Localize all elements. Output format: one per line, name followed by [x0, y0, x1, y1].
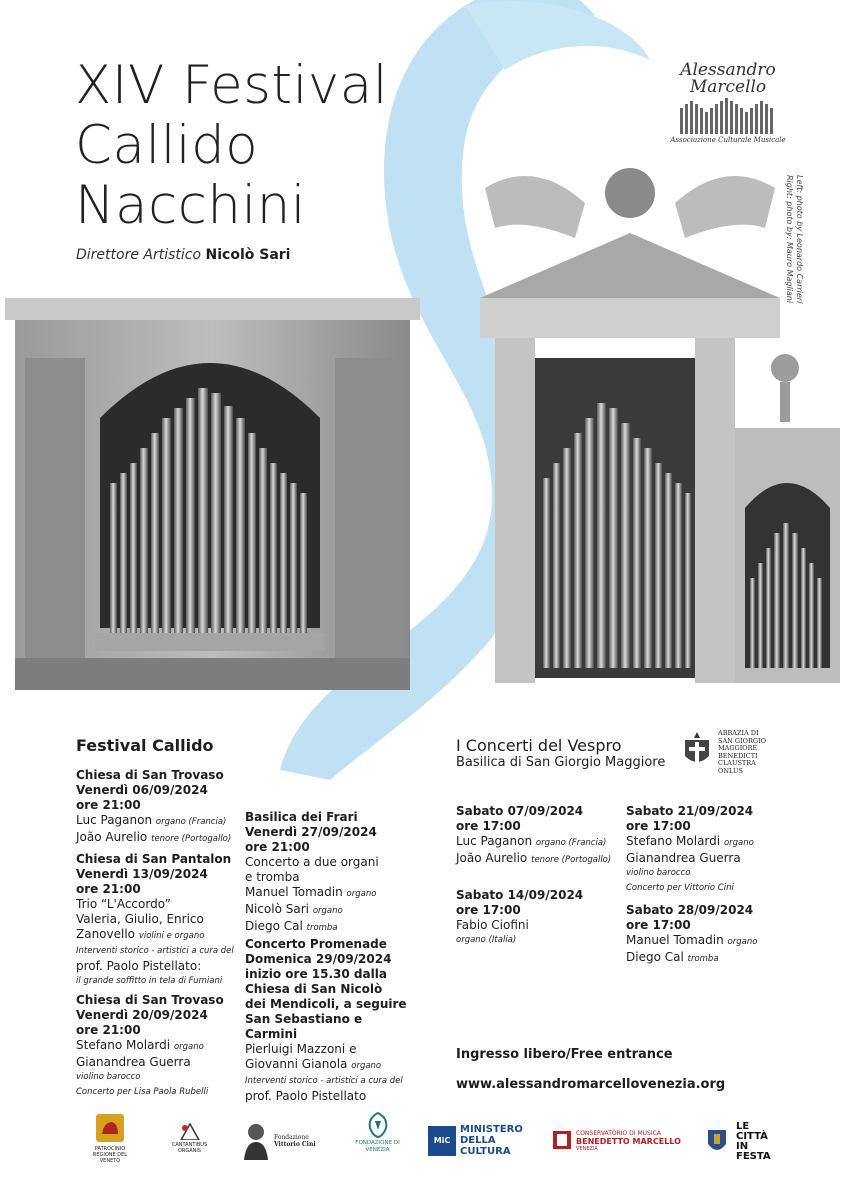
performer-role: organo — [173, 1042, 204, 1052]
title-line-3: Nacchini — [75, 175, 307, 236]
website-link[interactable]: www.alessandromarcellovenezia.org — [456, 1077, 726, 1092]
performer-role: violini e organo — [138, 931, 205, 941]
event-time: ore 17:00 — [456, 819, 521, 833]
sponsor-text: BENEDETTO MARCELLO — [576, 1137, 681, 1146]
mic-badge: MiC — [428, 1126, 456, 1156]
performer-name: Diego Cal — [245, 919, 303, 933]
performer-role: organo — [723, 838, 754, 848]
event-venue: San Sebastiano e Carmini — [245, 1012, 363, 1041]
performer-name: João Aurelio — [456, 851, 528, 865]
citta-in-festa-logo — [706, 1122, 776, 1162]
event-promenade-29 — [245, 937, 410, 1104]
performer-line — [626, 834, 786, 851]
performer-role: tenore (Portogallo) — [151, 834, 232, 844]
performer-name: Luc Paganon — [76, 813, 153, 827]
organ-icon — [179, 1122, 201, 1140]
vespro-21 — [626, 804, 786, 896]
city-crest-icon — [706, 1126, 728, 1156]
event-note: violino barocco — [76, 1072, 141, 1082]
right-organ-photo — [455, 148, 843, 690]
title-line-1: XIV Festival — [75, 55, 388, 116]
event-time: inizio ore 15.30 dalla — [245, 967, 387, 981]
performer-name: João Aurelio — [76, 830, 148, 844]
abbazia-line: BENEDICTI — [718, 751, 758, 760]
performer-role: organo — [346, 889, 377, 899]
portrait-icon — [242, 1120, 270, 1160]
event-date: Sabato 21/09/2024 — [626, 804, 754, 818]
performer-role: tromba — [687, 954, 719, 964]
sponsor-text: LE — [736, 1121, 750, 1132]
performer-name: Giovanni Gianola — [245, 1057, 348, 1071]
director-name: Nicolò Sari — [205, 247, 291, 263]
sponsor-text: VENEZIA — [576, 1146, 598, 1152]
event-venue: Chiesa di San Trovaso — [76, 768, 224, 782]
artistic-director — [76, 247, 290, 263]
event-date: Venerdì 13/09/2024 — [76, 867, 208, 881]
event-speaker: prof. Paolo Pistellato — [245, 1089, 367, 1103]
event-date: Domenica 29/09/2024 — [245, 952, 392, 966]
performer-name: Trio “L'Accordo” — [76, 897, 171, 911]
event-note: Interventi storico - artistici a cura del — [245, 1076, 403, 1086]
event-venue: Chiesa di San Nicolò — [245, 982, 383, 996]
abbazia-line: ONLUS — [718, 766, 743, 775]
performer-line — [76, 830, 246, 847]
performer-role: organo (Francia) — [155, 817, 227, 827]
lion-shield-icon — [94, 1112, 126, 1144]
performer-line — [76, 927, 246, 944]
performer-role: tromba — [306, 923, 338, 933]
performer-name: Gianandrea Guerra — [626, 851, 741, 865]
event-note: Concerto per Lisa Paola Rubelli — [76, 1087, 209, 1097]
sponsor-text: CULTURA — [460, 1146, 511, 1157]
sponsor-text: MINISTERO — [460, 1124, 523, 1135]
performer-name: Manuel Tomadin — [626, 933, 724, 947]
event-time: ore 21:00 — [76, 882, 141, 896]
performer-role: organo (Francia) — [535, 838, 607, 848]
conservatorio-logo — [552, 1130, 682, 1152]
sponsor-text: Vittorio Cini — [274, 1141, 316, 1148]
performer-name: Fabio Ciofini — [456, 918, 529, 932]
performer-line — [76, 1038, 246, 1055]
sponsor-text: IN — [736, 1141, 749, 1152]
sponsor-text: Fondazione — [274, 1134, 309, 1141]
fondazione-cini-logo — [242, 1120, 332, 1160]
event-venue: Chiesa di San Trovaso — [76, 993, 224, 1007]
performer-line — [245, 1057, 410, 1074]
performer-name: Stefano Molardi — [76, 1038, 171, 1052]
performer-role: tenore (Portogallo) — [531, 855, 612, 865]
event-date: Sabato 07/09/2024 — [456, 804, 584, 818]
vespro-14 — [456, 888, 616, 948]
title-line-2: Callido — [75, 115, 259, 176]
event-date: Venerdì 06/09/2024 — [76, 783, 208, 797]
event-note: Interventi storico - artistici a cura del — [76, 946, 234, 956]
director-label: Direttore Artistico — [76, 247, 202, 263]
event-time: ore 17:00 — [626, 819, 691, 833]
event-frari-27 — [245, 810, 405, 936]
event-venue: Chiesa di San Pantalon — [76, 852, 232, 866]
performer-line — [76, 813, 246, 830]
performer-role: organo (Italia) — [456, 935, 517, 945]
sponsor-text: CANTANTIBUS ORGANIS — [171, 1142, 208, 1154]
festival-callido-title: Festival Callido — [76, 736, 214, 755]
conservatorio-emblem-icon — [552, 1130, 572, 1150]
logo-line-2: Marcello — [689, 77, 767, 97]
entry-info: Ingresso libero/Free entrance — [456, 1047, 673, 1062]
performer-name: e tromba — [245, 870, 300, 884]
sponsor-text: CITTÀ — [736, 1131, 768, 1142]
abbazia-line: ABBAZIA DI — [718, 729, 759, 737]
vespro-28 — [626, 903, 786, 967]
event-venue: dei Mendicoli, a seguire — [245, 997, 407, 1011]
fondazione-venezia-logo — [350, 1112, 405, 1154]
logo-line-1: Alessandro — [680, 60, 776, 80]
abbey-crest-icon — [680, 730, 714, 770]
logo-tagline: Associazione Culturale Musicale — [670, 136, 786, 144]
sponsor-text: CONSERVATORIO DI MUSICA — [576, 1130, 661, 1137]
performer-role: organo — [351, 1061, 382, 1071]
sponsor-text: FONDAZIONE DI VENEZIA — [355, 1140, 400, 1153]
abbazia-line: CLAUSTRA — [718, 759, 756, 767]
event-title: Concerto Promenade — [245, 937, 387, 951]
regione-veneto-logo — [85, 1112, 135, 1164]
event-speaker: prof. Paolo Pistellato: — [76, 959, 202, 973]
performer-name: Gianandrea Guerra — [76, 1055, 191, 1069]
performer-role: organo — [727, 937, 758, 947]
ministero-cultura-logo — [428, 1124, 528, 1160]
event-date: Sabato 14/09/2024 — [456, 888, 584, 902]
performer-line — [456, 834, 616, 851]
performer-name: Pierluigi Mazzoni e — [245, 1042, 357, 1056]
photo-credit-right: Right: photo by: Mauro Magliani — [785, 175, 794, 304]
vespro-07 — [456, 804, 616, 868]
abbazia-line: MAGGIORE — [718, 744, 758, 752]
venezia-emblem-icon — [367, 1112, 389, 1138]
sponsor-text: FESTA — [736, 1151, 771, 1162]
event-trovaso-06 — [76, 768, 246, 847]
event-time: ore 21:00 — [76, 1023, 141, 1037]
alessandro-marcello-logo — [668, 62, 788, 144]
sponsor-text: PATROCINIO REGIONE DEL VENETO — [92, 1146, 128, 1164]
performer-name: Valeria, Giulio, Enrico — [76, 912, 204, 926]
performer-name: Luc Paganon — [456, 834, 533, 848]
event-time: ore 17:00 — [456, 903, 521, 917]
sponsor-text: DELLA — [460, 1135, 496, 1146]
vespro-title: I Concerti del Vespro — [456, 736, 622, 755]
performer-name: Zanovello — [76, 927, 136, 941]
event-time: ore 21:00 — [245, 840, 310, 854]
event-date: Venerdì 27/09/2024 — [245, 825, 377, 839]
event-date: Sabato 28/09/2024 — [626, 903, 754, 917]
festival-title — [75, 56, 388, 236]
performer-name: Nicolò Sari — [245, 902, 309, 916]
event-time: ore 17:00 — [626, 918, 691, 932]
event-pantalon-13 — [76, 852, 246, 989]
performer-role: organo — [312, 906, 343, 916]
performer-line — [626, 950, 786, 967]
organ-pipes-icon — [678, 98, 778, 134]
event-date: Venerdì 20/09/2024 — [76, 1008, 208, 1022]
performer-line — [626, 933, 786, 950]
performer-name: Manuel Tomadin — [245, 885, 343, 899]
event-note: Concerto per Vittorio Cini — [626, 883, 734, 893]
event-venue: Basilica dei Frari — [245, 810, 358, 824]
performer-line — [245, 919, 405, 936]
event-time: ore 21:00 — [76, 798, 141, 812]
abbazia-logo — [680, 730, 790, 775]
performer-name: Concerto a due organi — [245, 855, 379, 869]
performer-name: Diego Cal — [626, 950, 684, 964]
performer-name: Stefano Molardi — [626, 834, 721, 848]
event-trovaso-20 — [76, 993, 246, 1100]
event-note: violino barocco — [626, 868, 691, 878]
performer-line — [456, 851, 616, 868]
abbazia-line: SAN GIORGIO — [718, 736, 766, 745]
vespro-subtitle: Basilica di San Giorgio Maggiore — [456, 755, 666, 770]
performer-line — [245, 885, 405, 902]
left-organ-photo — [5, 298, 420, 690]
amici-organo-logo — [162, 1122, 217, 1154]
event-note: il grande soffitto in tela di Fumiani — [76, 976, 223, 986]
performer-line — [245, 902, 405, 919]
photo-credit-left: Left: photo by Leonardo Carrieri — [795, 175, 804, 304]
